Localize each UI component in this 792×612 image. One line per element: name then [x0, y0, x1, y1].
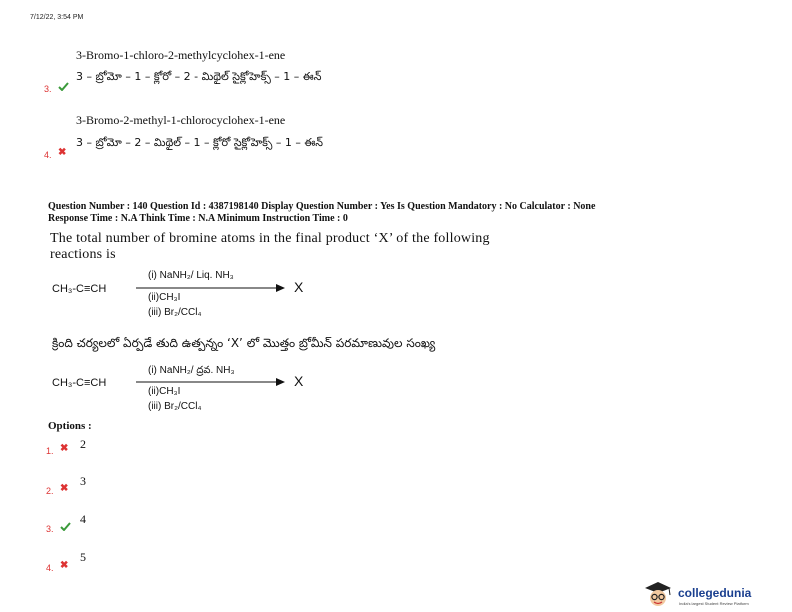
- option-number: 4.: [46, 563, 54, 573]
- option-value: 3: [80, 474, 86, 488]
- option-value: 4: [80, 512, 86, 526]
- reagent-step-3: (iii) Br₂/CCl₄: [148, 307, 202, 318]
- prev-option-4-english: 3-Bromo-2-methyl-1-chlorocyclohex-1-ene: [76, 113, 286, 127]
- reactant: CH₃-C≡CH: [52, 283, 107, 295]
- reagent-step-2: (ii)CH₃I: [148, 292, 181, 303]
- reactant: CH₃-C≡CH: [52, 377, 107, 389]
- question-meta-line2: Response Time : N.A Think Time : N.A Minimum Instruction Time : 0: [48, 213, 348, 224]
- cross-icon: ✖: [60, 443, 69, 454]
- option-number: 1.: [46, 446, 54, 456]
- brand-name: collegedunia: [678, 586, 752, 600]
- question-text-english-line1: The total number of bromine atoms in the final product ‘X’ of the following: [50, 231, 490, 246]
- option-value: 5: [80, 550, 86, 564]
- timestamp: 7/12/22, 3:54 PM: [30, 14, 84, 21]
- question-meta-line1: Question Number : 140 Question Id : 4387198140 Display Question Number : Yes Is Question Mandatory : No Calculator : None: [48, 201, 596, 212]
- graduate-mascot-icon: [641, 580, 675, 608]
- reagent-step-2: (ii)CH₃I: [148, 386, 181, 397]
- cross-icon: ✖: [58, 147, 67, 158]
- reagent-step-1: (i) NaNH₂/ ద్రవ. NH₃: [148, 365, 235, 376]
- prev-option-4-number: 4.: [44, 150, 52, 160]
- cross-icon: ✖: [60, 483, 69, 494]
- option-number: 3.: [46, 524, 54, 534]
- prev-option-4-telugu: 3 – బ్రోమో – 2 – మిథైల్ – 1 – క్లోరో సైక్లోహెక్స్ – 1 – ఈన్: [76, 136, 323, 149]
- reagent-step-3: (iii) Br₂/CCl₄: [148, 401, 202, 412]
- question-text-english-line2: reactions is: [50, 247, 116, 262]
- prev-option-3-english: 3-Bromo-1-chloro-2-methylcyclohex-1-ene: [76, 48, 286, 62]
- reagent-step-1: (i) NaNH₂/ Liq. NH₃: [148, 270, 234, 281]
- product: X: [294, 279, 304, 295]
- brand-tagline: India's largest Student Review Platform: [679, 601, 749, 606]
- cross-icon: ✖: [60, 560, 69, 571]
- prev-option-3-number: 3.: [44, 84, 52, 94]
- product: X: [294, 373, 304, 389]
- check-icon: [60, 522, 71, 531]
- options-label: Options :: [48, 420, 92, 432]
- option-value: 2: [80, 437, 86, 451]
- check-icon: [58, 82, 69, 91]
- option-number: 2.: [46, 486, 54, 496]
- question-text-telugu: క్రింది చర్యలలో ఏర్పడే తుది ఉత్పన్నం ‘X’ లో మొత్తం బ్రోమీన్ పరమాణువుల సంఖ్య: [52, 336, 436, 350]
- prev-option-3-telugu: 3 – బ్రోమో – 1 – క్లోరో – 2 - మిథైల్ సైక్లోహెక్స్ – 1 – ఈన్: [76, 70, 322, 83]
